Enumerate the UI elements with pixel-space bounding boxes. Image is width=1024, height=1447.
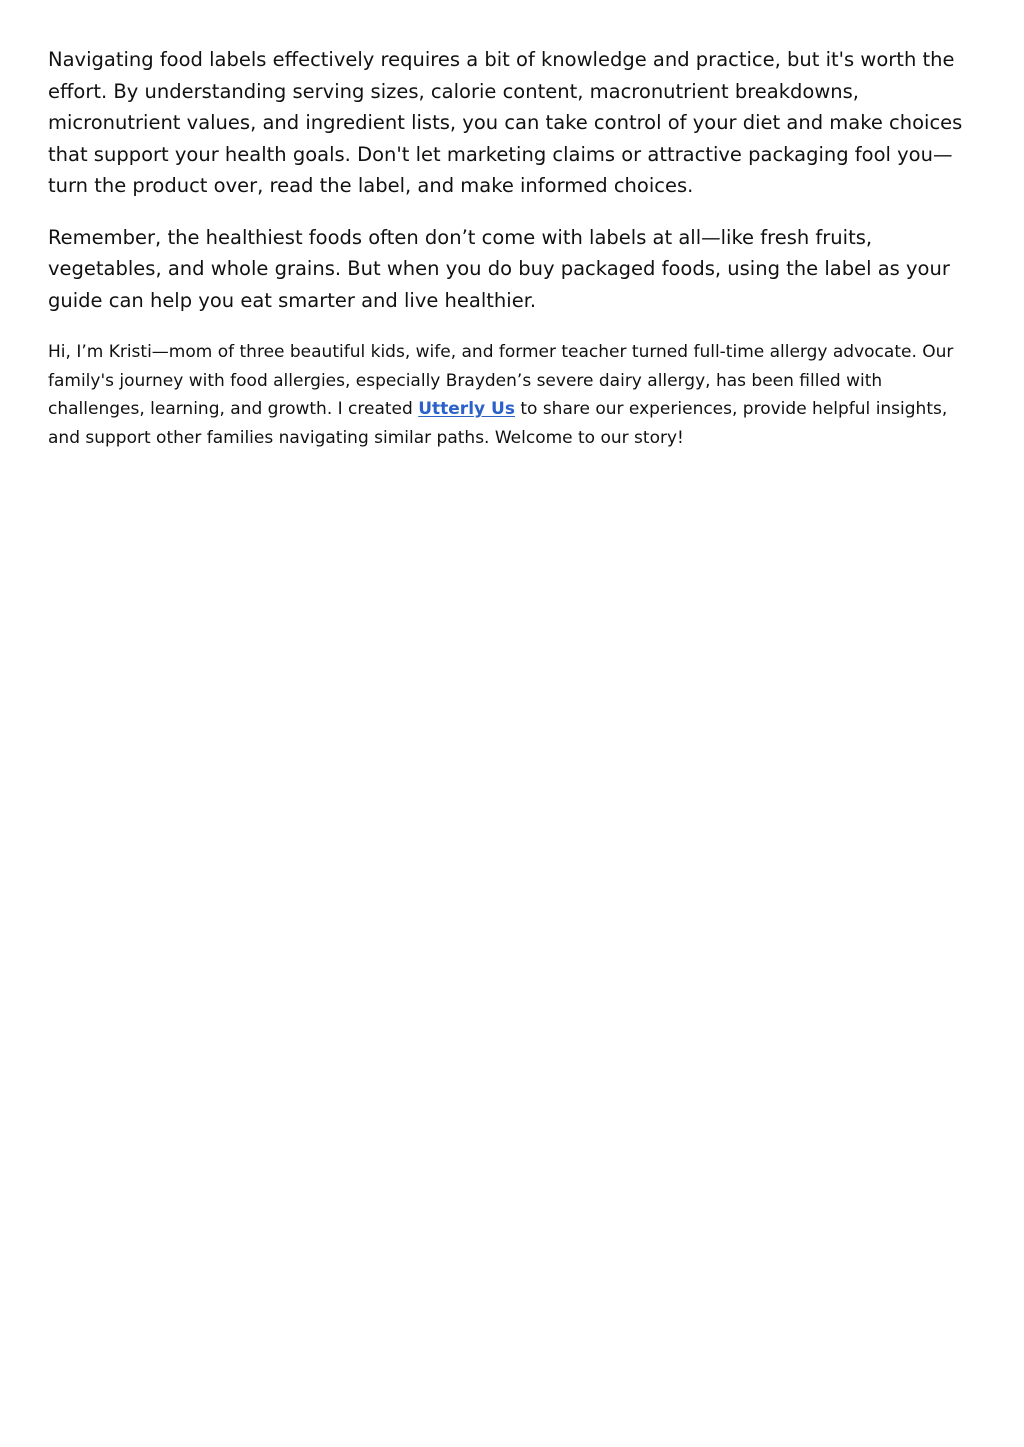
author-bio <box>48 338 980 452</box>
author-bio-text-end: to share our experiences, provide helpful insights, and support other families navigating similar paths. Welcome to our story! <box>48 399 948 448</box>
article-paragraph-2: Remember, the healthiest foods often don’t come with labels at all—like fresh fruits, vegetables, and whole grains. But when you do buy packaged foods, using the label as your guide can help you eat smarter and live healthier. <box>48 225 950 312</box>
article-paragraph-1: Navigating food labels effectively requires a bit of knowledge and practice, but it's worth the effort. By understanding serving sizes, calorie content, macronutrient breakdowns, micronutrient values, and ingredient lists, you can take control of your diet and make choices that support your health goals. Don't let marketing claims or attractive packaging fool you—turn the product over, read the label, and make informed choices. <box>48 48 963 197</box>
author-bio-text-start: Hi, I’m Kristi—mom of three beautiful kids, wife, and former teacher turned full-time allergy advocate. Our family's journey with food allergies, especially Brayden’s severe dairy allergy, has been filled with challenges, learning, and growth. I created <box>48 342 954 419</box>
article-content <box>48 44 980 452</box>
utterly-us-link[interactable]: Utterly Us <box>418 399 515 419</box>
